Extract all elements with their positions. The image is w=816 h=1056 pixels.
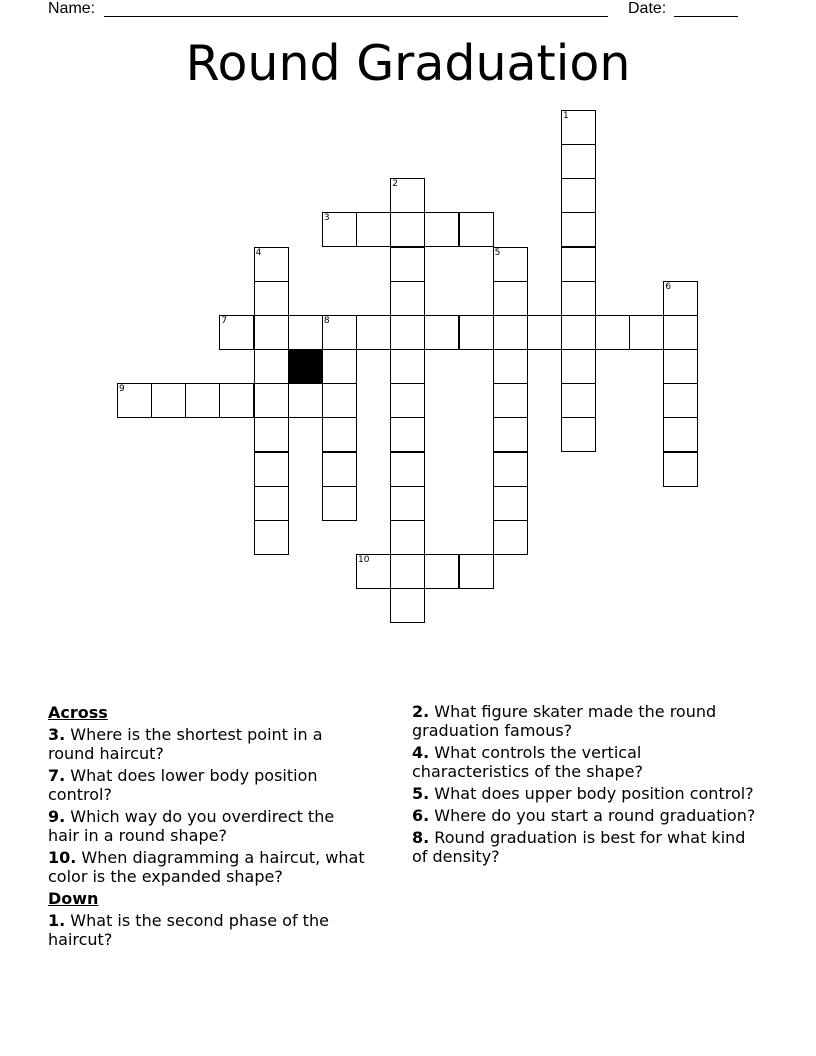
crossword-cell[interactable] — [390, 247, 425, 282]
crossword-cell[interactable] — [185, 383, 220, 418]
clue-item — [48, 807, 368, 845]
clues-right-column — [412, 702, 762, 869]
crossword-cell[interactable] — [390, 178, 425, 213]
crossword-cell[interactable] — [390, 315, 425, 350]
crossword-cell[interactable] — [493, 417, 528, 452]
clue-item — [48, 911, 368, 949]
crossword-cell[interactable] — [390, 452, 425, 487]
blocked-cell — [288, 349, 323, 384]
crossword-cell[interactable] — [561, 383, 596, 418]
crossword-cell[interactable] — [390, 281, 425, 316]
crossword-cell[interactable] — [117, 383, 152, 418]
clue-number: 6 — [665, 281, 672, 292]
crossword-cell[interactable] — [459, 315, 494, 350]
clue-number: 8 — [323, 315, 330, 326]
clue-text: What is the second phase of the haircut? — [48, 911, 329, 949]
crossword-cell[interactable] — [424, 212, 459, 247]
crossword-cell[interactable] — [151, 383, 186, 418]
crossword-cell[interactable] — [322, 486, 357, 521]
crossword-cell[interactable] — [322, 452, 357, 487]
crossword-cell[interactable] — [356, 554, 391, 589]
crossword-cell[interactable] — [561, 110, 596, 145]
crossword-cell[interactable] — [561, 212, 596, 247]
crossword-cell[interactable] — [390, 349, 425, 384]
clue-item — [412, 784, 762, 803]
puzzle-title: Round Graduation — [185, 35, 631, 92]
clue-item — [48, 766, 368, 804]
crossword-cell[interactable] — [561, 417, 596, 452]
crossword-cell[interactable] — [493, 452, 528, 487]
crossword-cell[interactable] — [322, 212, 357, 247]
crossword-cell[interactable] — [219, 383, 254, 418]
clue-text: What controls the vertical characteristics of the shape? — [412, 743, 643, 781]
crossword-cell[interactable] — [663, 452, 698, 487]
clue-text: Where is the shortest point in a round haircut? — [48, 725, 323, 763]
clue-item — [48, 848, 368, 886]
name-label: Name: — [48, 0, 96, 17]
crossword-cell[interactable] — [493, 247, 528, 282]
crossword-cell[interactable] — [663, 383, 698, 418]
clue-num: 8. — [412, 828, 430, 847]
crossword-cell[interactable] — [493, 486, 528, 521]
clue-item — [412, 828, 762, 866]
crossword-cell[interactable] — [561, 315, 596, 350]
crossword-cell[interactable] — [356, 212, 391, 247]
clue-text: Round graduation is best for what kind of density? — [412, 828, 746, 866]
crossword-cell[interactable] — [390, 417, 425, 452]
clue-num: 10. — [48, 848, 77, 867]
crossword-cell[interactable] — [322, 349, 357, 384]
crossword-cell[interactable] — [254, 486, 289, 521]
clue-number: 7 — [221, 315, 228, 326]
crossword-cell[interactable] — [459, 212, 494, 247]
clue-num: 3. — [48, 725, 66, 744]
crossword-cell[interactable] — [254, 281, 289, 316]
crossword-cell[interactable] — [493, 281, 528, 316]
crossword-cell[interactable] — [561, 349, 596, 384]
clue-num: 4. — [412, 743, 430, 762]
crossword-cell[interactable] — [288, 383, 323, 418]
clues-left-column — [48, 702, 368, 952]
crossword-cell[interactable] — [390, 486, 425, 521]
crossword-cell[interactable] — [390, 554, 425, 589]
crossword-cell[interactable] — [356, 315, 391, 350]
clue-item — [412, 702, 762, 740]
clue-number: 2 — [392, 179, 398, 190]
down-heading: Down — [48, 889, 99, 908]
clue-number: 4 — [255, 247, 262, 258]
crossword-cell[interactable] — [663, 417, 698, 452]
crossword-cell[interactable] — [493, 349, 528, 384]
crossword-cell[interactable] — [629, 315, 664, 350]
clue-num: 1. — [48, 911, 66, 930]
crossword-cell[interactable] — [561, 281, 596, 316]
across-heading: Across — [48, 703, 108, 722]
crossword-cell[interactable] — [527, 315, 562, 350]
clue-text: What does lower body position control? — [48, 766, 318, 804]
crossword-cell[interactable] — [254, 417, 289, 452]
clue-item — [48, 725, 368, 763]
crossword-cell[interactable] — [561, 144, 596, 179]
crossword-cell[interactable] — [219, 315, 254, 350]
crossword-cell[interactable] — [254, 315, 289, 350]
crossword-cell[interactable] — [322, 417, 357, 452]
clue-text: Where do you start a round graduation? — [429, 806, 756, 825]
crossword-cell[interactable] — [322, 383, 357, 418]
crossword-cell[interactable] — [493, 520, 528, 555]
clue-number: 3 — [323, 213, 330, 224]
crossword-cell[interactable] — [561, 178, 596, 213]
down-clue-list-continued — [412, 702, 762, 866]
clue-num: 2. — [412, 702, 430, 721]
clue-text: What figure skater made the round graduation famous? — [412, 702, 717, 740]
clue-number: 10 — [358, 555, 370, 565]
crossword-cell[interactable] — [390, 520, 425, 555]
crossword-cell[interactable] — [493, 383, 528, 418]
clue-num: 5. — [412, 784, 430, 803]
across-clue-list — [48, 725, 368, 886]
clue-num: 6. — [412, 806, 430, 825]
crossword-cell[interactable] — [424, 554, 459, 589]
clue-number: 5 — [494, 247, 501, 258]
clue-num: 7. — [48, 766, 66, 785]
clue-number: 9 — [119, 384, 125, 395]
crossword-cell[interactable] — [322, 315, 357, 350]
crossword-cell[interactable] — [390, 212, 425, 247]
crossword-cell[interactable] — [254, 452, 289, 487]
crossword-cell[interactable] — [424, 315, 459, 350]
crossword-cell[interactable] — [561, 247, 596, 282]
crossword-cell[interactable] — [288, 315, 323, 350]
crossword-cell[interactable] — [254, 520, 289, 555]
clue-item — [412, 806, 762, 825]
crossword-cell[interactable] — [663, 349, 698, 384]
crossword-cell[interactable] — [663, 281, 698, 316]
down-clue-list — [48, 911, 368, 949]
crossword-cell[interactable] — [459, 554, 494, 589]
crossword-cell[interactable] — [390, 588, 425, 623]
crossword-cell[interactable] — [254, 349, 289, 384]
crossword-cell[interactable] — [595, 315, 630, 350]
clue-text: Which way do you overdirect the hair in a round shape? — [48, 807, 335, 845]
crossword-cell[interactable] — [390, 383, 425, 418]
clue-text: When diagramming a haircut, what color is the expanded shape? — [48, 848, 365, 886]
clue-text: What does upper body position control? — [429, 784, 754, 803]
date-label: Date: — [628, 0, 667, 17]
crossword-cell[interactable] — [254, 247, 289, 282]
clue-item — [412, 743, 762, 781]
crossword-cell[interactable] — [493, 315, 528, 350]
clue-num: 9. — [48, 807, 66, 826]
crossword-cell[interactable] — [254, 383, 289, 418]
crossword-cell[interactable] — [663, 315, 698, 350]
clue-number: 1 — [563, 111, 569, 121]
